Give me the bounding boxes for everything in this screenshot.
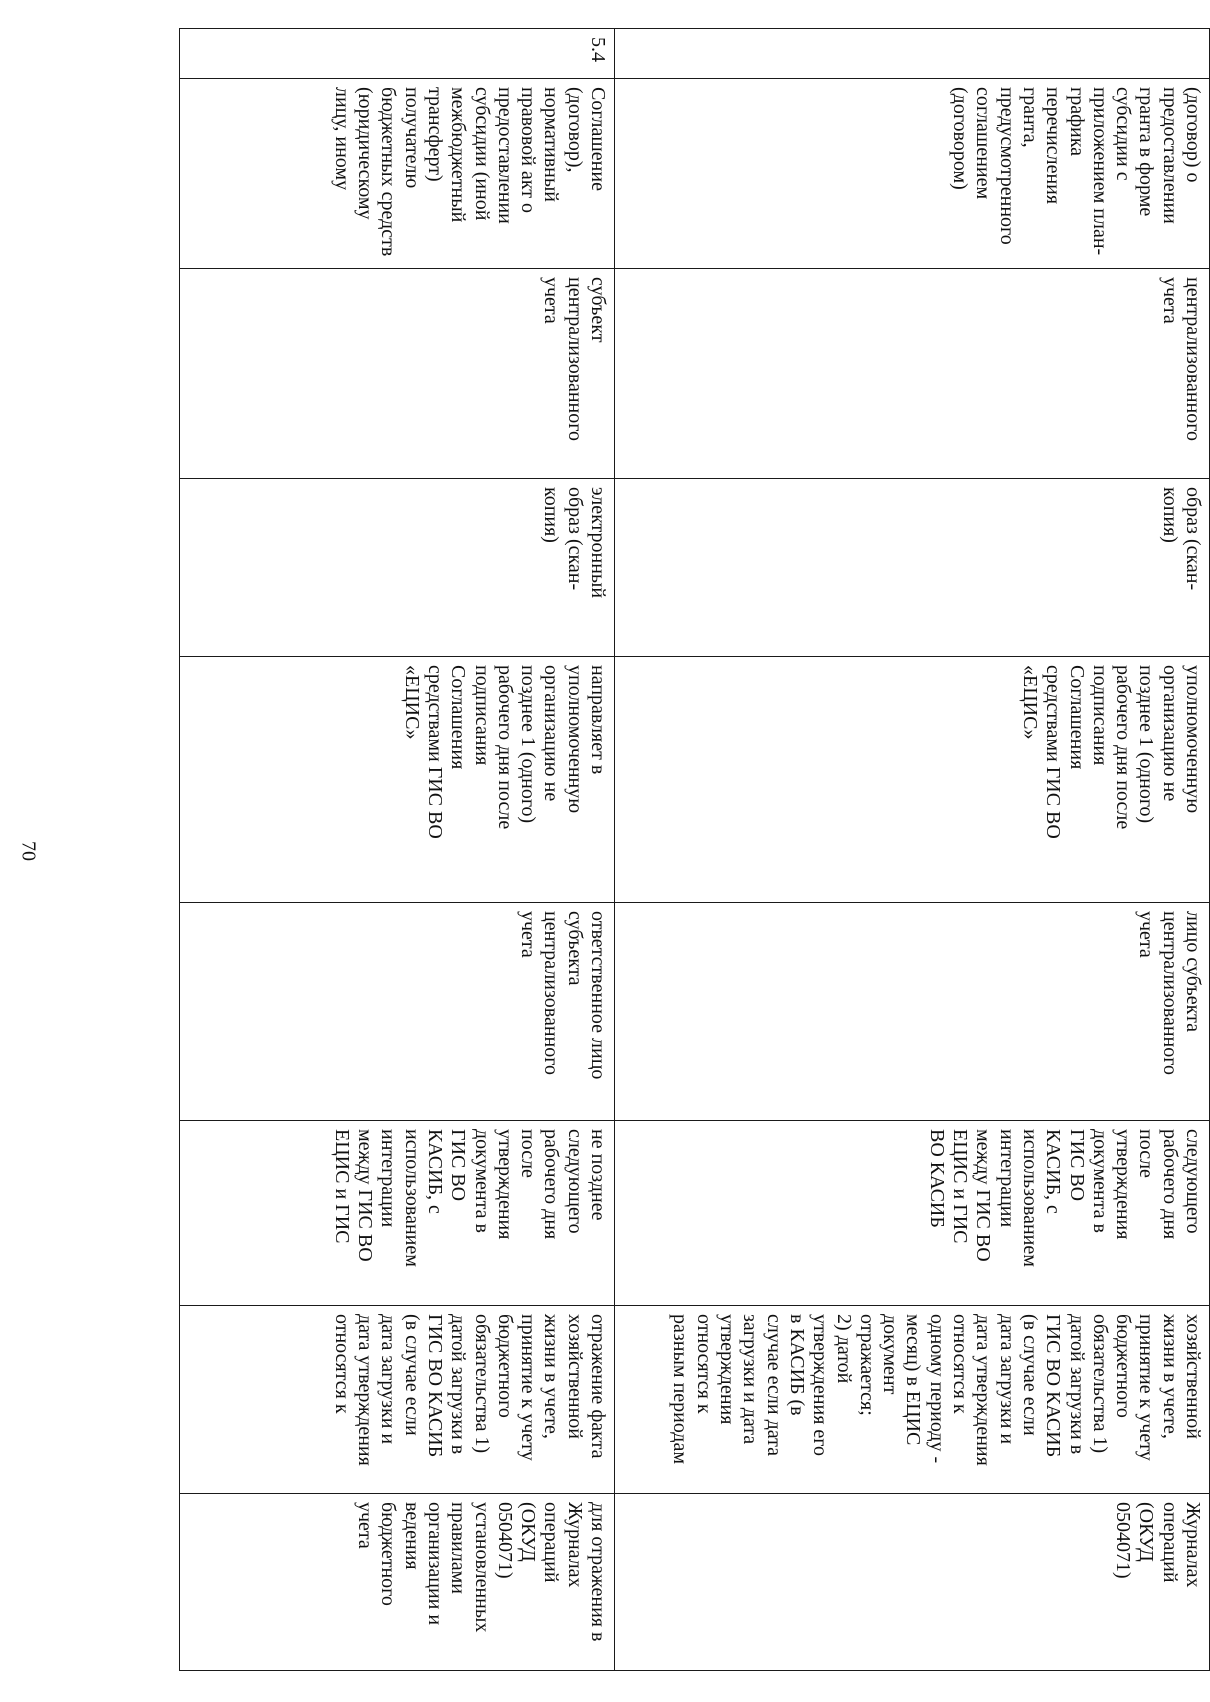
document-form-cell: образ (скан- копия) <box>615 479 1210 657</box>
document-sheet <box>180 28 1210 1670</box>
row-number-cell: 5.4 <box>180 29 615 79</box>
document-creator-cell: централизованного учета <box>615 269 1210 479</box>
document-name-cell: Соглашение (договор), нормативный правовой акт о предоставлении субсидии (иной межбюджетный трансферт) получателю бюджетных средств (юридическому лицу, иному <box>180 79 615 269</box>
accounting-register-cell: для отражения в Журналах операций (ОКУД 0504071) установленных правилами организации и ведения бюджетного учета <box>180 1494 615 1671</box>
transfer-procedure-cell: направляет в уполномоченную организацию не позднее 1 (одного) рабочего дня после подписания Соглашения средствами ГИС ВО «ЕЦИС» <box>180 657 615 903</box>
document-form-cell: электронный образ (скан- копия) <box>180 479 615 657</box>
responsible-person-cell: лицо субъекта централизованного учета <box>615 903 1210 1121</box>
deadline-cell: следующего рабочего дня после утверждения документа в ГИС ВО КАСИБ, с использованием интеграции между ГИС ВО ЕЦИС и ГИС ВО КАСИБ <box>615 1121 1210 1306</box>
accounting-register-cell: Журналах операций (ОКУД 0504071) <box>615 1494 1210 1671</box>
row-number-cell <box>615 29 1210 79</box>
document-creator-cell: субъект централизованного учета <box>180 269 615 479</box>
deadline-cell: не позднее следующего рабочего дня после утверждения документа в ГИС ВО КАСИБ, с использованием интеграции между ГИС ВО ЕЦИС и ГИС <box>180 1121 615 1306</box>
document-table <box>179 28 1210 1671</box>
responsible-person-cell: ответственное лицо субъекта централизованного учета <box>180 903 615 1121</box>
reflection-date-cell: отражение факта хозяйственной жизни в учете, принятие к учету бюджетного обязательства 1) датой загрузки в ГИС ВО КАСИБ (в случае если дата загрузки и дата утверждения относятся к <box>180 1306 615 1494</box>
table-row <box>180 29 615 1671</box>
reflection-date-cell: хозяйственной жизни в учете, принятие к учету бюджетного обязательства 1) датой загрузки в ГИС ВО КАСИБ (в случае если дата загрузки и дата утверждения относятся к одному периоду - месяц) в ЕЦИС документ отражается; 2) датой утверждения его в КАСИБ (в случае если дата загрузки и дата утверждения относятся к разным периодам <box>615 1306 1210 1494</box>
page-number: 70 <box>17 841 40 861</box>
transfer-procedure-cell: уполномоченную организацию не позднее 1 (одного) рабочего дня после подписания Соглашения средствами ГИС ВО «ЕЦИС» <box>615 657 1210 903</box>
table-row <box>615 29 1210 1671</box>
document-name-cell: (договор) о предоставлении гранта в форме субсидии с приложением план- графика перечисления гранта, предусмотренного соглашением (договором) <box>615 79 1210 269</box>
